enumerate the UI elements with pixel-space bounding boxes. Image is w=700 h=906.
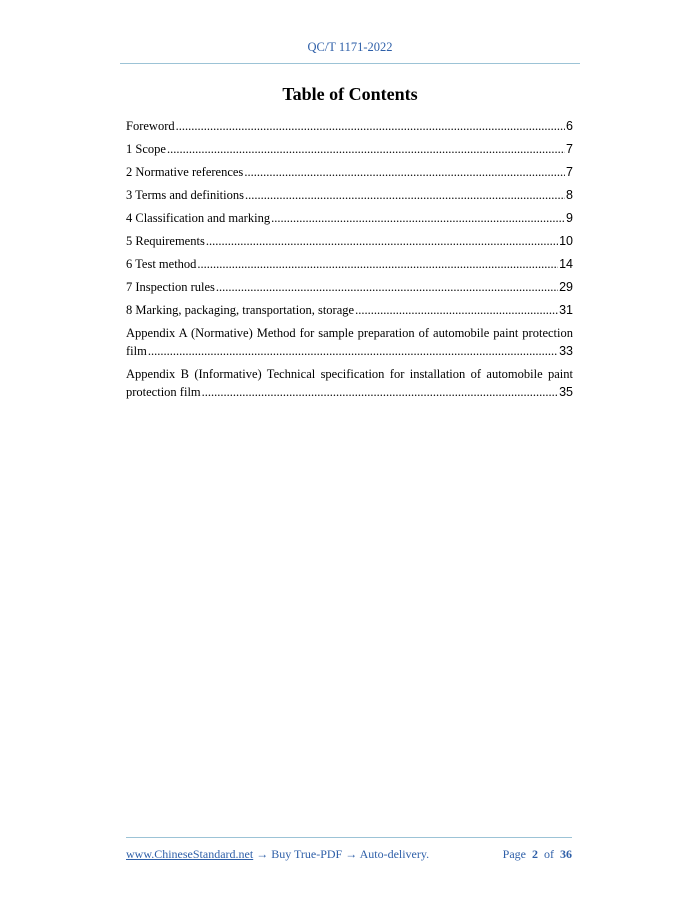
toc-entry-label: Foreword [126,119,175,133]
page-current: 2 [532,847,538,861]
toc-leader-dots [271,209,565,227]
toc-entry-scope[interactable] [126,140,573,158]
toc-leader-dots [176,117,565,135]
toc-entry-page: 6 [566,119,573,133]
toc-entry-label: 6 Test method [126,257,197,271]
page-prefix: Page [502,847,526,861]
page-title: Table of Contents [282,84,418,104]
toc-entry-test-method[interactable] [126,255,573,273]
toc-entry-page: 14 [559,257,573,271]
toc-entry-label: 4 Classification and marking [126,211,271,225]
toc-entry-page: 35 [559,385,573,399]
toc-entry-label: 7 Inspection rules [126,280,215,294]
toc-entry-label: 3 Terms and definitions [126,188,244,202]
toc-entry-requirements[interactable] [126,232,573,250]
toc-entry-marking-packaging[interactable] [126,301,573,319]
toc-entry-page: 7 [566,142,573,156]
table-of-contents [126,117,573,406]
toc-entry-label-line2: protection film [126,385,201,399]
toc-entry-terms-and-definitions[interactable] [126,186,573,204]
toc-entry-label-line2: film [126,344,147,358]
toc-entry-foreword[interactable] [126,117,573,135]
toc-leader-dots [197,255,558,273]
toc-entry-page: 31 [559,303,573,317]
toc-leader-dots [148,342,558,360]
toc-entry-page: 33 [559,344,573,358]
running-footer [126,847,572,862]
toc-entry-classification-and-marking[interactable] [126,209,573,227]
toc-entry-page: 10 [559,234,573,248]
toc-leader-dots [244,163,565,181]
toc-entry-label: 2 Normative references [126,165,244,179]
toc-entry-page: 9 [566,211,573,225]
toc-entry-label-line1: Appendix A (Normative) Method for sample preparation of automobile paint protection [126,326,573,340]
toc-leader-dots [167,140,565,158]
buy-text: → Buy True-PDF → Auto-delivery. [253,847,430,861]
page-number [503,847,572,862]
toc-entry-inspection-rules[interactable] [126,278,573,296]
toc-entry-page: 7 [566,165,573,179]
toc-leader-dots [206,232,558,250]
toc-entry-label: 1 Scope [126,142,166,156]
toc-leader-dots [355,301,558,319]
header-divider [120,63,580,64]
toc-leader-dots [245,186,565,204]
footer-divider [126,837,572,838]
toc-entry-page: 8 [566,188,573,202]
toc-leader-dots [202,383,558,401]
toc-leader-dots [216,278,558,296]
footer-left [126,847,429,862]
running-header: QC/T 1171-2022 [307,40,393,54]
toc-entry-page: 29 [559,280,573,294]
toc-entry-label: 5 Requirements [126,234,205,248]
website-link[interactable]: www.ChineseStandard.net [126,847,254,861]
toc-entry-appendix-b[interactable] [126,365,573,401]
toc-entry-label-line1: Appendix B (Informative) Technical specification for installation of automobile paint [126,367,573,381]
page-total: 36 [560,847,572,861]
page-of: of [544,847,554,861]
toc-entry-normative-references[interactable] [126,163,573,181]
toc-entry-appendix-a[interactable] [126,324,573,360]
toc-entry-label: 8 Marking, packaging, transportation, storage [126,303,355,317]
